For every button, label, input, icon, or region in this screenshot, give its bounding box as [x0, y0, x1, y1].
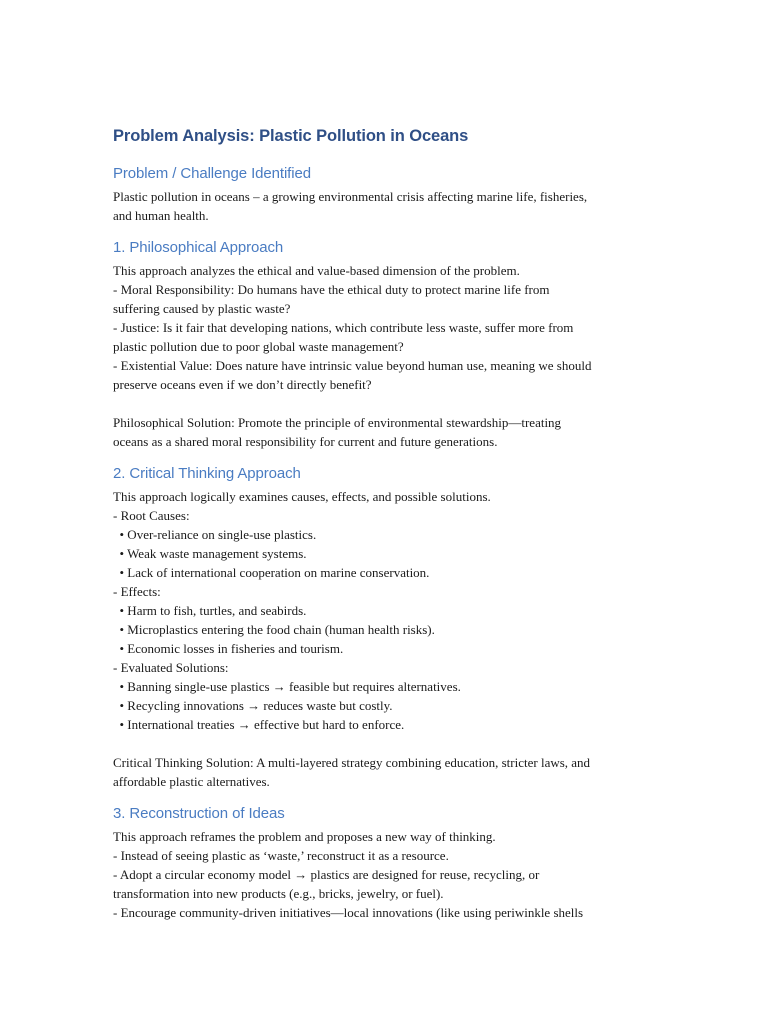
section-paragraph — [113, 187, 658, 225]
text-line: - Evaluated Solutions: — [113, 660, 229, 675]
text-line: Plastic pollution in oceans – a growing environmental crisis affecting marine life, fisheries, — [113, 189, 588, 204]
text-line: • Weak waste management systems. — [113, 546, 307, 561]
section-paragraph — [113, 261, 658, 451]
text-line: • Harm to fish, turtles, and seabirds. — [113, 603, 307, 618]
section-paragraph — [113, 487, 658, 791]
text-line: - Encourage community-driven initiatives—local innovations (like using periwinkle shells — [113, 905, 584, 920]
text-line: • Over-reliance on single-use plastics. — [113, 527, 317, 542]
section-heading: 2. Critical Thinking Approach — [113, 465, 301, 482]
text-line: Philosophical Solution: Promote the principle of environmental stewardship—treating — [113, 415, 562, 430]
text-line: • Economic losses in fisheries and tourism. — [113, 641, 344, 656]
text-line: - Instead of seeing plastic as ‘waste,’ reconstruct it as a resource. — [113, 848, 449, 863]
text-line: preserve oceans even if we don’t directly benefit? — [113, 377, 372, 392]
blank-line — [113, 394, 658, 413]
text-line: • Banning single-use plastics → feasible but requires alternatives. — [113, 679, 461, 694]
section — [113, 804, 658, 922]
section-paragraph — [113, 827, 658, 922]
section-heading: Problem / Challenge Identified — [113, 165, 311, 182]
text-line: • Recycling innovations → reduces waste but costly. — [113, 698, 393, 713]
text-line: Critical Thinking Solution: A multi-layered strategy combining education, stricter laws, and — [113, 755, 591, 770]
text-line: transformation into new products (e.g., bricks, jewelry, or fuel). — [113, 886, 444, 901]
text-line: This approach analyzes the ethical and value-based dimension of the problem. — [113, 263, 520, 278]
text-line: • International treaties → effective but hard to enforce. — [113, 717, 405, 732]
text-line: - Existential Value: Does nature have intrinsic value beyond human use, meaning we should — [113, 358, 592, 373]
section-heading: 1. Philosophical Approach — [113, 239, 284, 256]
section — [113, 164, 658, 225]
section-heading: 3. Reconstruction of Ideas — [113, 805, 285, 822]
text-line: This approach logically examines causes, effects, and possible solutions. — [113, 489, 491, 504]
text-line: and human health. — [113, 208, 209, 223]
text-line: oceans as a shared moral responsibility for current and future generations. — [113, 434, 498, 449]
document-title: Problem Analysis: Plastic Pollution in Oceans — [113, 127, 469, 145]
text-line: - Effects: — [113, 584, 161, 599]
text-line: plastic pollution due to poor global waste management? — [113, 339, 404, 354]
text-line: - Moral Responsibility: Do humans have the ethical duty to protect marine life from — [113, 282, 550, 297]
text-line: - Justice: Is it fair that developing nations, which contribute less waste, suffer more from — [113, 320, 574, 335]
text-line: • Microplastics entering the food chain (human health risks). — [113, 622, 435, 637]
text-line: - Root Causes: — [113, 508, 190, 523]
text-line: affordable plastic alternatives. — [113, 774, 270, 789]
text-line: - Adopt a circular economy model → plastics are designed for reuse, recycling, or — [113, 867, 540, 882]
section — [113, 464, 658, 791]
blank-line — [113, 734, 658, 753]
text-line: • Lack of international cooperation on marine conservation. — [113, 565, 430, 580]
text-line: suffering caused by plastic waste? — [113, 301, 291, 316]
section — [113, 238, 658, 451]
text-line: This approach reframes the problem and proposes a new way of thinking. — [113, 829, 496, 844]
document-body — [113, 164, 658, 922]
